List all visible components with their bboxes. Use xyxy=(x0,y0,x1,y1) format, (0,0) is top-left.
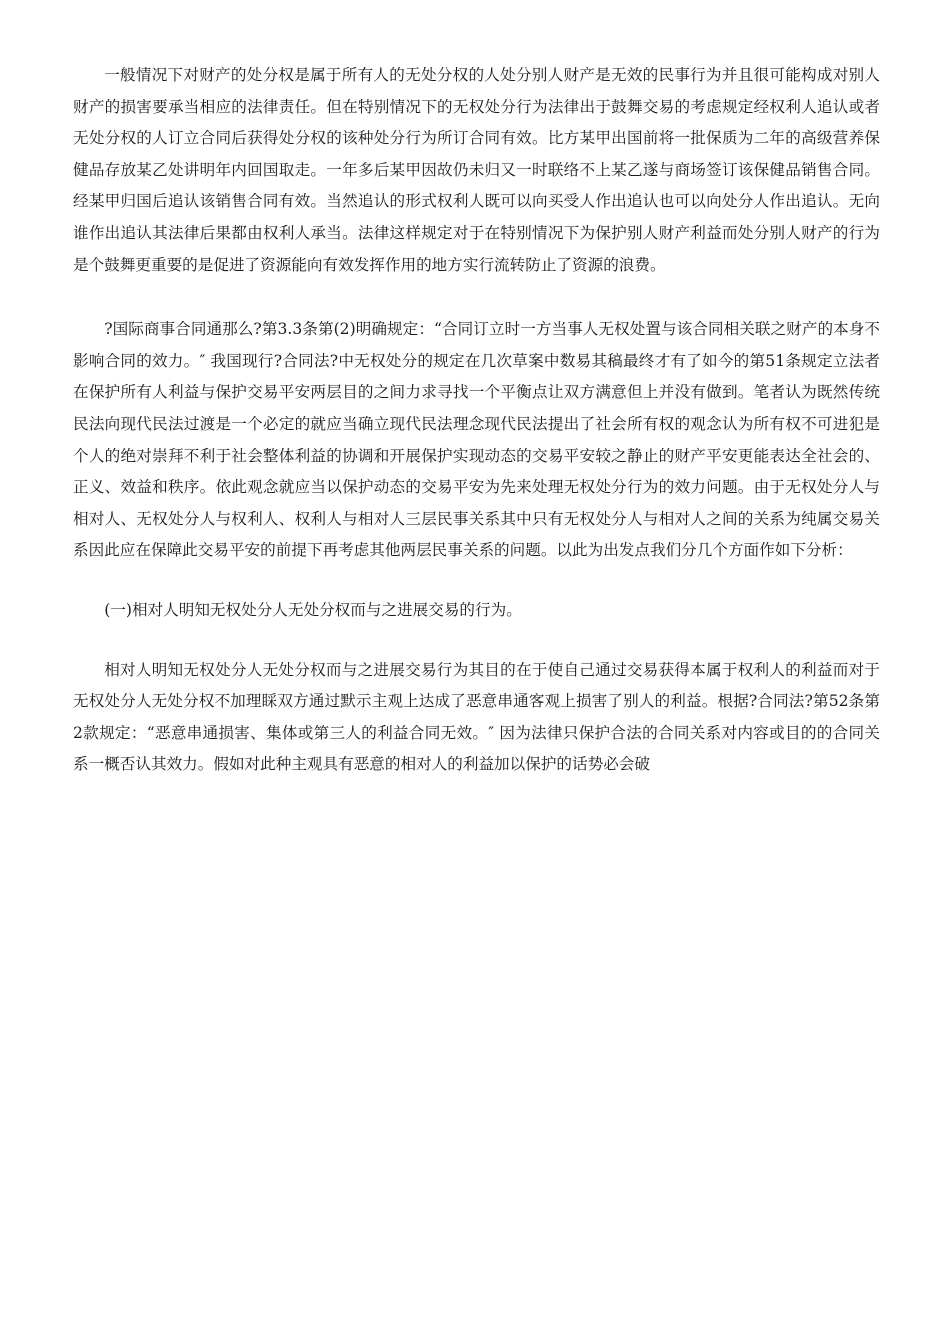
paragraph-1: 一般情况下对财产的处分权是属于所有人的无处分权的人处分别人财产是无效的民事行为并且很可能构成对别人财产的损害要承当相应的法律责任。但在特别情况下的无权处分行为法律出于鼓舞交易的考虑规定经权利人追认或者无处分权的人订立合同后获得处分权的该种处分行为所订合同有效。比方某甲出国前将一批保质为二年的高级营养保健品存放某乙处讲明年内回国取走。一年多后某甲因故仍未归又一时联络不上某乙遂与商场签订该保健品销售合同。经某甲归国后追认该销售合同有效。当然追认的形式权利人既可以向买受人作出追认也可以向处分人作出追认。无向谁作出追认其法律后果都由权利人承当。法律这样规定对于在特别情况下为保护别人财产利益而处分别人财产的行为是个鼓舞更重要的是促进了资源能向有效发挥作用的地方实行流转防止了资源的浪费。 xyxy=(73,66,880,274)
paragraph-3: 相对人明知无权处分人无处分权而与之进展交易行为其目的在于使自己通过交易获得本属于权利人的利益而对于无权处分人无处分权不加理睬双方通过默示主观上达成了恶意串通客观上损害了别人的利益。根据?合同法?第52条第2款规定：“恶意串通损害、集体或第三人的利益合同无效。″ 因为法律只保护合法的合同关系对内容或目的的合同关系一概否认其效力。假如对此种主观具有恶意的相对人的利益加以保护的话势必会破 xyxy=(73,660,880,774)
section-heading: (一)相对人明知无权处分人无处分权而与之进展交易的行为。 xyxy=(104,600,522,619)
document-page xyxy=(73,60,880,781)
paragraph-2: ?国际商事合同通那么?第3.3条第(2)明确规定：“合同订立时一方当事人无权处置与该合同相关联之财产的本身不影响合同的效力。″ 我国现行?合同法?中无权处分的规定在几次草案中数易其稿最终才有了如今的第51条规定立法者在保护所有人利益与保护交易平安两层目的之间力求寻找一个平衡点让双方满意但上并没有做到。笔者认为既然传统民法向现代民法过渡是一个必定的就应当确立现代民法理念现代民法提出了社会所有权的观念认为所有权不可进犯是个人的绝对崇拜不利于社会整体利益的协调和开展保护实现动态的交易平安较之静止的财产平安更能表达全社会的、正义、效益和秩序。依此观念就应当以保护动态的交易平安为先来处理无权处分行为的效力问题。由于无权处分人与相对人、无权处分人与权利人、权利人与相对人三层民事关系其中只有无权处分人与相对人之间的关系为纯属交易关系因此应在保障此交易平安的前提下再考虑其他两层民事关系的问题。以此为出发点我们分几个方面作如下分析： xyxy=(73,320,880,560)
